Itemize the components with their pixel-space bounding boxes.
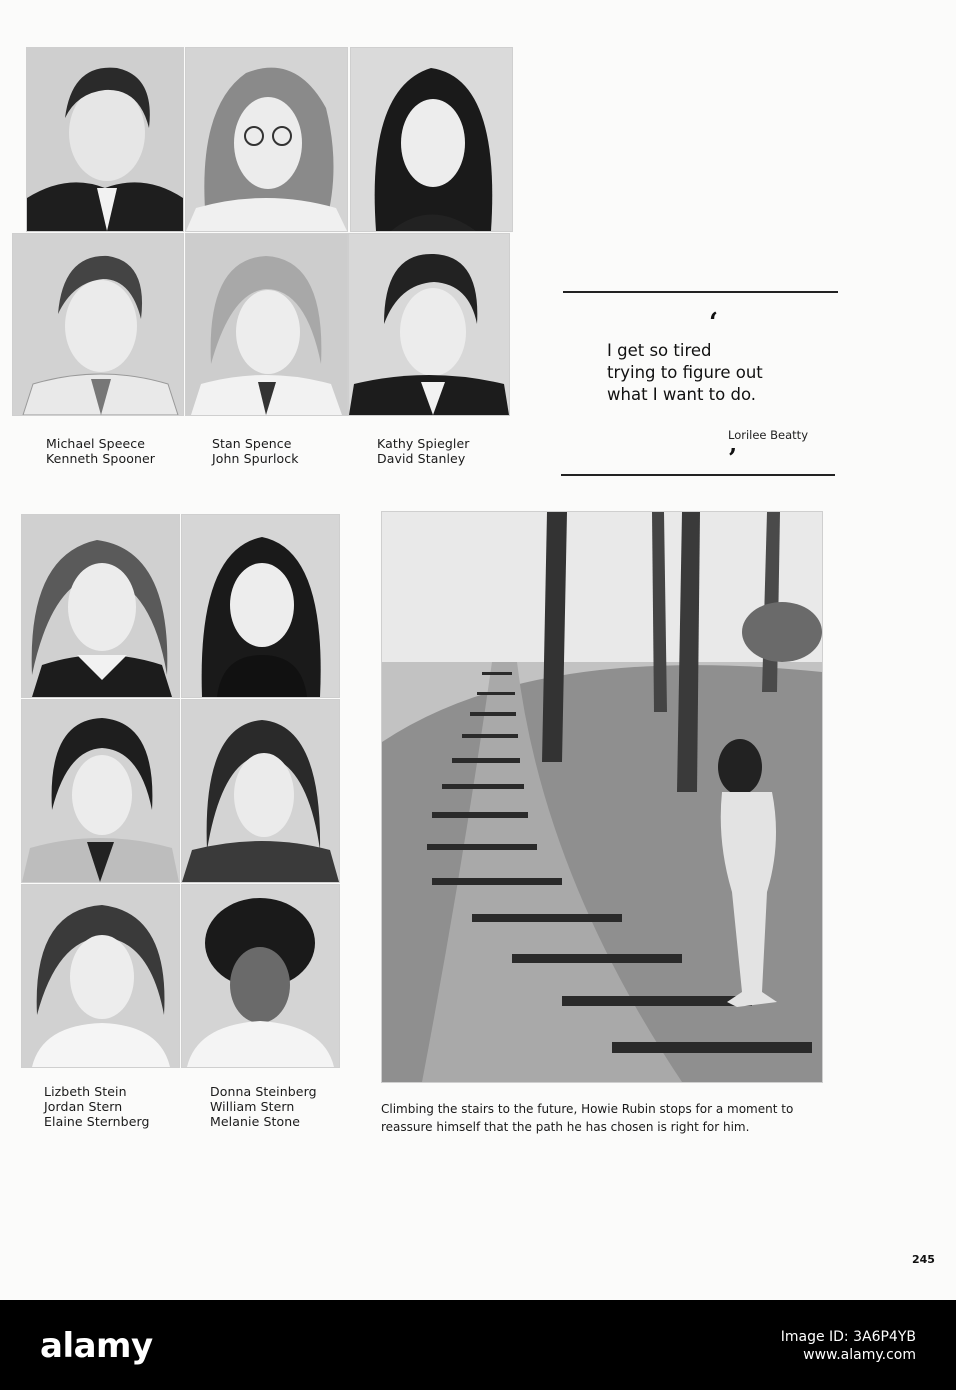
page-number: 245 — [912, 1253, 935, 1266]
student-name: Kenneth Spooner — [46, 451, 156, 466]
student-name: Michael Speece — [46, 436, 146, 451]
quote-line: trying to figure out — [607, 363, 763, 382]
portrait-names-column — [210, 1084, 317, 1129]
alamy-logo: alamy — [40, 1326, 153, 1366]
portrait-photo — [181, 699, 340, 883]
portrait-photo — [185, 47, 348, 232]
portrait-names-column — [44, 1084, 150, 1129]
portrait-photo — [181, 884, 340, 1068]
site-url: www.alamy.com — [803, 1347, 916, 1363]
portrait-photo — [12, 233, 184, 416]
quote-author: Lorilee Beatty — [728, 428, 809, 442]
portrait-names-column — [46, 436, 155, 466]
portrait-photo — [21, 699, 180, 883]
quote-line: what I want to do. — [607, 385, 756, 404]
student-name: Lizbeth Stein — [44, 1084, 127, 1099]
watermark-footer — [0, 1300, 956, 1390]
student-name: John Spurlock — [212, 451, 299, 466]
stairs-photo — [381, 511, 823, 1083]
student-name: David Stanley — [377, 451, 466, 466]
pull-quote — [607, 340, 763, 406]
portrait-names-column — [212, 436, 299, 466]
student-name: Kathy Spiegler — [377, 436, 470, 451]
portrait-photo — [348, 233, 510, 416]
quote-top-rule — [563, 291, 838, 293]
quote-bottom-rule — [561, 474, 835, 476]
portrait-photo — [185, 233, 348, 416]
close-quote-icon: ’ — [728, 444, 738, 474]
portrait-photo — [26, 47, 184, 232]
image-id — [781, 1328, 916, 1364]
student-name: Donna Steinberg — [210, 1084, 317, 1099]
photo-caption: Climbing the stairs to the future, Howie Rubin stops for a moment to reassure himself that the path he has chosen is right for him. — [381, 1102, 794, 1134]
portrait-photo — [350, 47, 513, 232]
open-quote-icon: ‘ — [709, 308, 719, 338]
portrait-photo — [21, 884, 180, 1068]
student-name: William Stern — [210, 1099, 295, 1114]
portrait-names-column — [377, 436, 470, 466]
student-name: Elaine Sternberg — [44, 1114, 150, 1129]
student-name: Melanie Stone — [210, 1114, 301, 1129]
quote-line: I get so tired — [607, 341, 712, 360]
student-name: Jordan Stern — [44, 1099, 123, 1114]
image-id-label: Image ID: 3A6P4YB — [780, 1329, 916, 1345]
student-name: Stan Spence — [212, 436, 292, 451]
portrait-photo — [21, 514, 180, 698]
portrait-photo — [181, 514, 340, 698]
